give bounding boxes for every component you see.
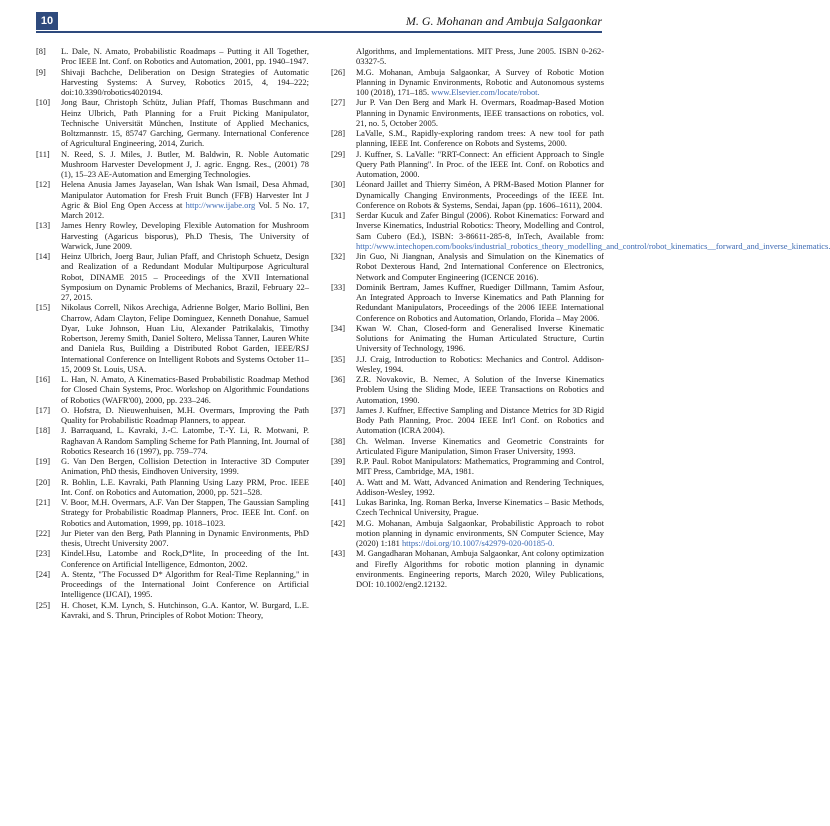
reference-number: [30]: [331, 179, 346, 190]
reference-number: [37]: [331, 404, 346, 415]
reference-text: O. Hofstra, D. Nieuwenhuisen, M.H. Overmars, Improving the Path Quality for Probabilistic Roadmap Planners, to appear.: [61, 404, 309, 425]
reference-text: Heinz Ulbrich, Joerg Baur, Julian Pfaff, and Christoph Schuetz, Design and Realization of a Redundant Modular Multipurpose Agricultural Robot, DINAME 2015 – Proceedings of the XVII International Symposium on Dynamic Problems of Mechanics, Brazil, February 22–27, 2015.: [61, 251, 309, 302]
reference-text: A. Watt and M. Watt, Advanced Animation and Rendering Techniques, Addison-Wesley, 1992.: [356, 476, 604, 497]
reference-number: [43]: [331, 548, 346, 559]
reference-item: [36, 149, 309, 180]
reference-item: [331, 67, 604, 98]
page-number: 10: [36, 12, 58, 30]
reference-text: Nikolaus Correll, Nikos Arechiga, Adrienne Bolger, Mario Bollini, Ben Charrow, Adam Clayton, Felipe Dominguez, Kenneth Donahue, Samuel Dyar, Luke Johnson, Huan Liu, Alexander Patrikalakis, Timothy Robertson, Jeremy Smith, Daniel Soltero, Melissa Tanner, Lauren White and Daniela Rus, Building a Distributed Robot Garden, IEEE/RSJ International Conference on Intelligent Robots and Systems October 11–15, 2009 St. Louis, USA.: [61, 302, 309, 374]
reference-item: [36, 528, 309, 549]
reference-number: [24]: [36, 568, 51, 579]
reference-item: [331, 128, 604, 149]
reference-item: [331, 518, 604, 549]
reference-item: [36, 425, 309, 456]
running-title: M. G. Mohanan and Ambuja Salgaonkar: [405, 14, 602, 28]
reference-text: J. Barraquand, L. Kavraki, J.-C. Latombe, T.-Y. Li, R. Motwani, P. Raghavan A Random Sampling Scheme for Path Planning, Int. Journal of Robotics Research 16 (1997), pp. 759–774.: [61, 425, 309, 456]
reference-number: [38]: [331, 435, 346, 446]
reference-number: [22]: [36, 527, 51, 538]
reference-text: R.P. Paul. Robot Manipulators: Mathematics, Programming and Control, MIT Press, Cambridge, MA, 1981.: [356, 456, 604, 477]
reference-item: [36, 548, 309, 569]
reference-text: Helena Anusia James Jayaselan, Wan Ishak Wan Ismail, Desa Ahmad, Manipulator Automation for Fresh Fruit Bunch (FFB) Harvester Int J Agric & Biol Eng Open Access at: [61, 179, 309, 210]
reference-number: [8]: [36, 46, 46, 56]
reference-number: [31]: [331, 210, 346, 220]
reference-text: M. Gangadharan Mohanan, Ambuja Salgaonkar, Ant colony optimization and Firefly Algorithms for robotic motion planning in dynamic environments. Engineering reports, March 2020, Wiley Publications, DOI: 10.1002/eng2.12132.: [356, 548, 604, 589]
reference-item: [36, 251, 309, 302]
reference-item: [36, 67, 309, 98]
reference-text: Kindel.Hsu, Latombe and Rock,D*lite, In proceeding of the Int. Conference on Artificial Intelligence, Edmonton, 2002.: [61, 548, 309, 569]
reference-number: [32]: [331, 251, 346, 261]
reference-number: [29]: [331, 148, 346, 159]
reference-text: Jong Baur, Christoph Schütz, Julian Pfaff, Thomas Buschmann and Heinz Ulbrich, Path Planning for a Fruit Picking Manipulator, Technische Universität München, Institute of Applied Mechanics, Boltzmannstr. 15, 85747 Garching, Germany. International Conference of Agricultural Engineering, 2014, Zurich.: [61, 97, 309, 149]
reference-text: M.G. Mohanan, Ambuja Salgaonkar, Probabilistic Approach to robot motion planning in dynamic environments, SN Computer Science, May (2020) 1:181: [356, 517, 604, 548]
reference-number: [17]: [36, 404, 51, 415]
reference-item: [331, 282, 604, 323]
reference-item: [331, 179, 604, 210]
reference-item: [331, 477, 604, 498]
reference-item: [36, 569, 309, 600]
reference-text: J.J. Craig, Introduction to Robotics: Mechanics and Control. Addison-Wesley, 1994.: [356, 353, 604, 374]
reference-item: [36, 97, 309, 148]
reference-number: [34]: [331, 322, 346, 333]
reference-number: [25]: [36, 599, 51, 610]
reference-number: [39]: [331, 456, 346, 466]
reference-link[interactable]: http://www.ijabe.org: [185, 199, 256, 210]
reference-text: Kwan W. Chan, Closed-form and Generalised Inverse Kinematic Solutions for Animating the Human Articulated Structure, Curtin University of Technology, 1996.: [356, 322, 604, 354]
reference-text: N. Reed, S. J. Miles, J. Butler, M. Baldwin, R. Noble Automatic Mushroom Harvester Development J, J. agric. Engng. Res., (2001) 78 (1), 15–23 AE-Automation and Emerging Technologies.: [61, 148, 309, 179]
reference-link[interactable]: http://www.intechopen.com/books/industrial_robotics_theory_modelling_and_control/robot_kinematics__forward_and_inverse_kinematics.: [356, 240, 830, 251]
reference-item: [36, 179, 309, 220]
reference-item: [331, 97, 604, 128]
reference-item: [331, 354, 604, 375]
reference-text: R. Bohlin, L.E. Kavraki, Path Planning Using Lazy PRM, Proc. IEEE Int. Conf. on Robotics and Automation, 2000, pp. 521–528.: [61, 476, 309, 497]
reference-text: V. Boor, M.H. Overmars, A.F. Van Der Stappen, The Gaussian Sampling Strategy for Probabilistic Roadmap Planners, Proc. IEEE Int. Conf. on Robotics and Automation, 1999, pp. 1018–1023.: [61, 497, 309, 528]
reference-item: [36, 374, 309, 405]
reference-text-tail: Vol. 5 No. 17, March 2012.: [61, 199, 309, 220]
reference-number: [41]: [331, 497, 346, 507]
reference-text: Shivaji Bachche, Deliberation on Design Strategies of Automatic Harvesting Systems: A Survey, Robotics 2015, 4, 194–222; doi:10.3390/robotics4020194.: [61, 66, 309, 97]
reference-item: [331, 46, 604, 67]
reference-text: L. Han, N. Amato, A Kinematics-Based Probabilistic Roadmap Method for Closed Chain Systems, Proc. Workshop on Algorithmic Foundations of Robotics (WAFR'00), 2000, pp. 233–246.: [61, 374, 309, 405]
reference-item: [36, 302, 309, 374]
reference-item: [331, 374, 604, 405]
reference-item: [331, 323, 604, 354]
reference-item: [36, 456, 309, 477]
reference-link[interactable]: www.Elsevier.com/locate/robot.: [431, 87, 540, 97]
reference-text: LaValle, S.M., Rapidly-exploring random trees: A new tool for path planning, IEEE Int. Conference on Robots and Systems, 2000.: [356, 128, 604, 149]
reference-number: [20]: [36, 476, 51, 487]
reference-item: [331, 548, 604, 589]
header-rule: [36, 31, 602, 33]
running-header: [36, 12, 602, 30]
reference-number: [13]: [36, 220, 51, 231]
reference-text: Z.R. Novakovic, B. Nemec, A Solution of the Inverse Kinematics Problem Using the Sliding Mode, IEEE Transactions on Robotics and Automation, 1990.: [356, 374, 604, 405]
reference-number: [15]: [36, 302, 51, 313]
reference-item: [331, 251, 604, 282]
reference-number: [18]: [36, 425, 51, 436]
reference-item: [36, 600, 309, 621]
reference-number: [26]: [331, 66, 346, 77]
reference-item: [331, 497, 604, 518]
reference-number: [40]: [331, 476, 346, 487]
reference-text: J. Kuffner, S. LaValle: "RRT-Connect: An efficient Approach to Single Query Path Planning". In Proc. of the IEEE Int. Conf. on Robotics and Automation, 2000.: [356, 148, 604, 179]
reference-text: James J. Kuffner, Effective Sampling and Distance Metrics for 3D Rigid Body Path Planning, Proc. 2004 IEEE Int'l Conf. on Robotics and Automation (ICRA 2004).: [356, 404, 604, 436]
reference-link[interactable]: https://doi.org/10.1007/s42979-020-00185-0.: [401, 538, 555, 548]
reference-number: [16]: [36, 374, 51, 384]
reference-number: [28]: [331, 128, 346, 138]
reference-number: [33]: [331, 281, 346, 292]
reference-text: James Henry Rowley, Developing Flexible Automation for Mushroom Harvesting (Agaricus bisporus), Ph.D Thesis, The University of Warwick, June 2009.: [61, 220, 309, 251]
reference-number: [11]: [36, 148, 50, 159]
reference-text: Jin Guo, Ni Jiangnan, Analysis and Simulation on the Kinematics of Robot Dexterous Hand, 2nd International Conference on Electronics, Network and Computer Engineering (ICENCE 2016).: [356, 251, 604, 282]
reference-number: [23]: [36, 548, 51, 559]
reference-number: [14]: [36, 251, 51, 261]
reference-text: Jur Pieter van den Berg, Path Planning in Dynamic Environments, PhD thesis, Utrecht University 2007.: [61, 527, 309, 548]
reference-item: [331, 456, 604, 477]
reference-number: [27]: [331, 97, 346, 108]
reference-text: Jur P. Van Den Berg and Mark H. Overmars, Roadmap-Based Motion Planning in Dynamic Environments, IEEE transactions on robotics, vol. 21, no. 5, October 2005.: [356, 97, 604, 128]
reference-number: [12]: [36, 179, 51, 190]
reference-item: [36, 405, 309, 426]
reference-text: H. Choset, K.M. Lynch, S. Hutchinson, G.A. Kantor, W. Burgard, L.E. Kavraki, and S. Thrun, Principles of Robot Motion: Theory,: [61, 599, 309, 620]
reference-text: A. Stentz, "The Focussed D* Algorithm for Real-Time Replanning," in Proceedings of the International Joint Conference on Artificial Intelligence (IJCAI), 1995.: [61, 568, 309, 600]
reference-text: Lukas Barinka, Ing. Roman Berka, Inverse Kinematics – Basic Methods, Czech Technical University, Prague.: [356, 497, 604, 518]
reference-text: Algorithms, and Implementations. MIT Press, June 2005. ISBN 0-262-03327-5.: [356, 46, 604, 67]
reference-number: [35]: [331, 353, 346, 364]
references-right-column: [331, 46, 830, 589]
reference-number: [10]: [36, 97, 51, 108]
reference-text: Serdar Kucuk and Zafer Bingul (2006). Robot Kinematics: Forward and Inverse Kinematics, Industrial Robotics: Theory, Modelling and Control, Sam Cubero (Ed.), ISBN: 3-86611-285-8, InTech, Available from:: [356, 210, 604, 241]
reference-item: [36, 46, 309, 67]
reference-number: [19]: [36, 456, 51, 466]
reference-number: [36]: [331, 374, 346, 384]
reference-item: [331, 436, 604, 457]
reference-item: [331, 405, 604, 436]
reference-number: [9]: [36, 66, 46, 77]
references-left-column: [36, 46, 309, 620]
reference-item: [331, 210, 830, 251]
reference-item: [331, 149, 604, 180]
reference-item: [36, 477, 309, 498]
reference-text: M.G. Mohanan, Ambuja Salgaonkar, A Survey of Robotic Motion Planning in Dynamic Environments, Robotic and Autonomous systems 100 (2018), 171–185.: [356, 66, 604, 97]
reference-number: [21]: [36, 497, 51, 507]
reference-item: [36, 220, 309, 251]
reference-item: [36, 497, 309, 528]
reference-text: L. Dale, N. Amato, Probabilistic Roadmaps – Putting it All Together, Proc IEEE Int. Conf. on Robotics and Automation, 2001, pp. 1940–1947.: [61, 46, 309, 67]
reference-text: G. Van Den Bergen, Collision Detection in Interactive 3D Computer Animation, PhD thesis, Eindhoven University, 1999.: [61, 456, 309, 477]
reference-text: Dominik Bertram, James Kuffner, Ruediger Dillmann, Tamim Asfour, An Integrated Approach to Inverse Kinematics and Path Planning for Redundant Manipulators, Proceedings of the 2006 IEEE International Conference on Robotics and Automation, Orlando, Florida – May 2006.: [356, 281, 604, 323]
reference-text: Léonard Jaillet and Thierry Siméon, A PRM-Based Motion Planner for Dynamically Changing Environments, Proceedings of the IEEE Int. Conference on Robots & Systems, Sendai, Japan (pp. 1606–1611), 2004.: [356, 179, 604, 210]
reference-text: Ch. Welman. Inverse Kinematics and Geometric Constraints for Articulated Figure Manipulation, Simon Fraser University, 1993.: [356, 435, 604, 456]
reference-number: [42]: [331, 517, 346, 528]
